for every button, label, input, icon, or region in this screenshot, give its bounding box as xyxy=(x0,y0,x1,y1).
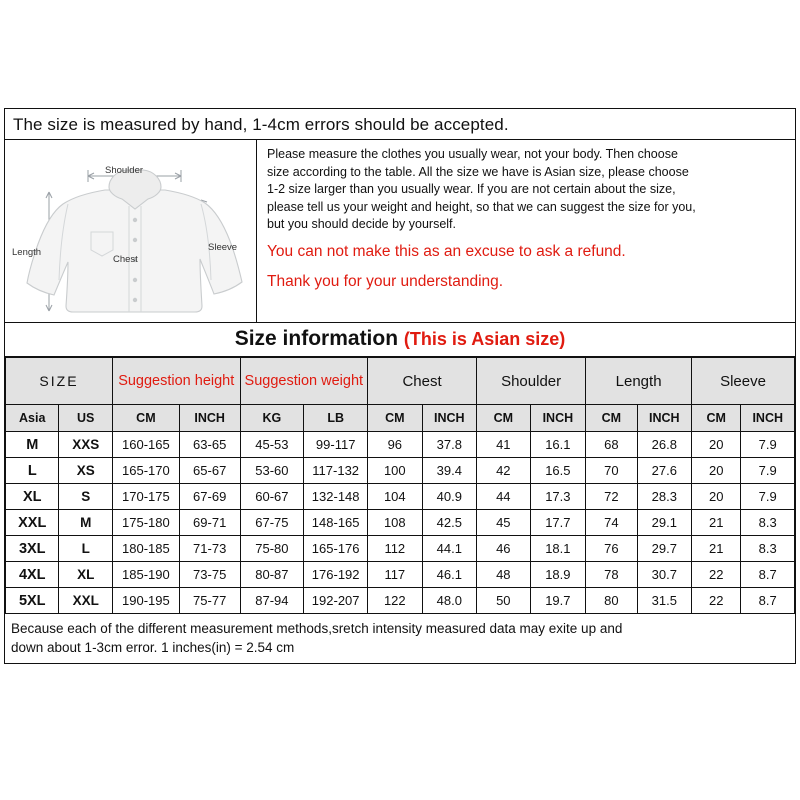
cell-shoulder-inch: 17.7 xyxy=(530,510,586,536)
cell-weight-lb: 117-132 xyxy=(304,458,368,484)
shirt-diagram xyxy=(5,140,257,322)
footer-note xyxy=(5,614,795,663)
cell-length-cm: 70 xyxy=(586,458,637,484)
cell-chest-inch: 37.8 xyxy=(422,432,477,458)
cell-sleeve-cm: 20 xyxy=(692,484,741,510)
cell-asia-size: XL xyxy=(6,484,59,510)
cell-length-cm: 78 xyxy=(586,562,637,588)
cell-sleeve-inch: 7.9 xyxy=(741,484,795,510)
cell-sleeve-cm: 20 xyxy=(692,432,741,458)
cell-length-cm: 76 xyxy=(586,536,637,562)
sleeve-label: Sleeve xyxy=(208,242,238,253)
cell-height-inch: 63-65 xyxy=(179,432,240,458)
table-row xyxy=(6,432,795,458)
cell-weight-kg: 80-87 xyxy=(240,562,304,588)
cell-length-cm: 80 xyxy=(586,588,637,614)
header-chest: Chest xyxy=(368,358,477,405)
description-line: 1-2 size larger than you usually wear. If you are not certain about the size, xyxy=(267,182,676,197)
cell-weight-kg: 75-80 xyxy=(240,536,304,562)
table-row xyxy=(6,536,795,562)
header-shoulder: Shoulder xyxy=(477,358,586,405)
cell-asia-size: 4XL xyxy=(6,562,59,588)
cell-height-cm: 185-190 xyxy=(112,562,179,588)
cell-us-size: M xyxy=(59,510,112,536)
cell-length-inch: 29.7 xyxy=(637,536,692,562)
refund-warning-line: You can not make this as an excuse to ask a refund. xyxy=(267,242,626,260)
cell-chest-inch: 40.9 xyxy=(422,484,477,510)
cell-us-size: XXL xyxy=(59,588,112,614)
unit-height-inch: INCH xyxy=(179,405,240,432)
cell-us-size: S xyxy=(59,484,112,510)
cell-weight-kg: 67-75 xyxy=(240,510,304,536)
header-size: SIZE xyxy=(6,358,113,405)
cell-shoulder-inch: 16.5 xyxy=(530,458,586,484)
cell-height-cm: 170-175 xyxy=(112,484,179,510)
cell-height-cm: 190-195 xyxy=(112,588,179,614)
thanks-line: Thank you for your understanding. xyxy=(267,272,504,290)
cell-length-inch: 31.5 xyxy=(637,588,692,614)
cell-height-cm: 160-165 xyxy=(112,432,179,458)
cell-asia-size: L xyxy=(6,458,59,484)
cell-weight-lb: 176-192 xyxy=(304,562,368,588)
cell-chest-cm: 112 xyxy=(368,536,423,562)
cell-sleeve-inch: 8.7 xyxy=(741,588,795,614)
cell-length-inch: 26.8 xyxy=(637,432,692,458)
cell-shoulder-cm: 50 xyxy=(477,588,530,614)
cell-shoulder-cm: 44 xyxy=(477,484,530,510)
cell-asia-size: XXL xyxy=(6,510,59,536)
title-sub-text: (This is Asian size) xyxy=(403,329,566,349)
cell-chest-inch: 46.1 xyxy=(422,562,477,588)
cell-height-cm: 175-180 xyxy=(112,510,179,536)
title-main-text: Size information xyxy=(234,327,404,350)
cell-us-size: XL xyxy=(59,562,112,588)
cell-weight-kg: 87-94 xyxy=(240,588,304,614)
header-length: Length xyxy=(586,358,692,405)
cell-chest-cm: 117 xyxy=(368,562,423,588)
cell-asia-size: 3XL xyxy=(6,536,59,562)
cell-weight-lb: 132-148 xyxy=(304,484,368,510)
unit-shoulder-inch: INCH xyxy=(530,405,586,432)
unit-sleeve-cm: CM xyxy=(692,405,741,432)
cell-weight-lb: 99-117 xyxy=(304,432,368,458)
cell-chest-inch: 39.4 xyxy=(422,458,477,484)
cell-length-inch: 29.1 xyxy=(637,510,692,536)
cell-height-cm: 165-170 xyxy=(112,458,179,484)
cell-sleeve-cm: 20 xyxy=(692,458,741,484)
chest-label: Chest xyxy=(113,254,138,265)
cell-chest-cm: 122 xyxy=(368,588,423,614)
unit-chest-inch: INCH xyxy=(422,405,477,432)
cell-shoulder-inch: 19.7 xyxy=(530,588,586,614)
table-row xyxy=(6,458,795,484)
cell-shoulder-cm: 46 xyxy=(477,536,530,562)
cell-sleeve-cm: 21 xyxy=(692,510,741,536)
length-label: Length xyxy=(12,247,42,258)
cell-weight-lb: 148-165 xyxy=(304,510,368,536)
cell-length-cm: 74 xyxy=(586,510,637,536)
cell-weight-kg: 60-67 xyxy=(240,484,304,510)
size-table xyxy=(5,357,795,614)
footer-line-1: Because each of the different measurement methods,sretch intensity measured data may exite up and xyxy=(11,621,623,636)
cell-chest-cm: 100 xyxy=(368,458,423,484)
unit-weight-lb: LB xyxy=(304,405,368,432)
cell-sleeve-inch: 8.3 xyxy=(741,510,795,536)
unit-height-cm: CM xyxy=(112,405,179,432)
description-line: but you should decide by yourself. xyxy=(267,217,457,232)
cell-shoulder-cm: 45 xyxy=(477,510,530,536)
table-row xyxy=(6,562,795,588)
cell-length-cm: 68 xyxy=(586,432,637,458)
unit-us: US xyxy=(59,405,112,432)
cell-height-inch: 71-73 xyxy=(179,536,240,562)
size-information-title xyxy=(5,323,795,357)
cell-chest-inch: 44.1 xyxy=(422,536,477,562)
cell-sleeve-inch: 7.9 xyxy=(741,458,795,484)
cell-weight-kg: 45-53 xyxy=(240,432,304,458)
cell-sleeve-inch: 8.3 xyxy=(741,536,795,562)
cell-us-size: XS xyxy=(59,458,112,484)
table-unit-header-row xyxy=(6,405,795,432)
cell-asia-size: 5XL xyxy=(6,588,59,614)
unit-asia: Asia xyxy=(6,405,59,432)
cell-shoulder-cm: 48 xyxy=(477,562,530,588)
cell-height-inch: 73-75 xyxy=(179,562,240,588)
cell-shoulder-cm: 41 xyxy=(477,432,530,458)
cell-shoulder-inch: 17.3 xyxy=(530,484,586,510)
cell-height-inch: 65-67 xyxy=(179,458,240,484)
table-row xyxy=(6,484,795,510)
cell-sleeve-inch: 7.9 xyxy=(741,432,795,458)
cell-height-inch: 69-71 xyxy=(179,510,240,536)
unit-shoulder-cm: CM xyxy=(477,405,530,432)
cell-sleeve-cm: 22 xyxy=(692,562,741,588)
upper-panel xyxy=(5,140,795,323)
cell-us-size: L xyxy=(59,536,112,562)
header-suggestion-height: Suggestion height xyxy=(112,358,240,405)
cell-height-inch: 75-77 xyxy=(179,588,240,614)
cell-height-cm: 180-185 xyxy=(112,536,179,562)
cell-sleeve-inch: 8.7 xyxy=(741,562,795,588)
unit-weight-kg: KG xyxy=(240,405,304,432)
table-row xyxy=(6,588,795,614)
shoulder-label: Shoulder xyxy=(105,165,144,176)
cell-chest-cm: 108 xyxy=(368,510,423,536)
size-chart-sheet xyxy=(4,108,796,664)
unit-sleeve-inch: INCH xyxy=(741,405,795,432)
description-line: please tell us your weight and height, so that we can suggest the size for you, xyxy=(267,199,696,214)
shirt-illustration-svg xyxy=(5,140,256,321)
cell-weight-kg: 53-60 xyxy=(240,458,304,484)
table-row xyxy=(6,510,795,536)
header-suggestion-weight: Suggestion weight xyxy=(240,358,368,405)
cell-chest-cm: 104 xyxy=(368,484,423,510)
cell-asia-size: M xyxy=(6,432,59,458)
cell-length-cm: 72 xyxy=(586,484,637,510)
cell-length-inch: 27.6 xyxy=(637,458,692,484)
cell-shoulder-inch: 18.9 xyxy=(530,562,586,588)
cell-weight-lb: 165-176 xyxy=(304,536,368,562)
footer-line-2: down about 1-3cm error. 1 inches(in) = 2.54 cm xyxy=(11,640,295,655)
cell-length-inch: 28.3 xyxy=(637,484,692,510)
measurement-note: The size is measured by hand, 1-4cm errors should be accepted. xyxy=(5,109,795,140)
unit-length-inch: INCH xyxy=(637,405,692,432)
description-line: Please measure the clothes you usually wear, not your body. Then choose xyxy=(267,147,678,161)
unit-chest-cm: CM xyxy=(368,405,423,432)
cell-shoulder-inch: 18.1 xyxy=(530,536,586,562)
table-group-header-row xyxy=(6,358,795,405)
cell-chest-inch: 42.5 xyxy=(422,510,477,536)
unit-length-cm: CM xyxy=(586,405,637,432)
cell-height-inch: 67-69 xyxy=(179,484,240,510)
cell-sleeve-cm: 21 xyxy=(692,536,741,562)
cell-weight-lb: 192-207 xyxy=(304,588,368,614)
description-line: size according to the table. All the size we have is Asian size, please choose xyxy=(267,164,689,179)
description-block xyxy=(257,140,795,322)
cell-us-size: XXS xyxy=(59,432,112,458)
cell-chest-inch: 48.0 xyxy=(422,588,477,614)
cell-length-inch: 30.7 xyxy=(637,562,692,588)
cell-shoulder-inch: 16.1 xyxy=(530,432,586,458)
cell-shoulder-cm: 42 xyxy=(477,458,530,484)
header-sleeve: Sleeve xyxy=(692,358,795,405)
cell-chest-cm: 96 xyxy=(368,432,423,458)
cell-sleeve-cm: 22 xyxy=(692,588,741,614)
